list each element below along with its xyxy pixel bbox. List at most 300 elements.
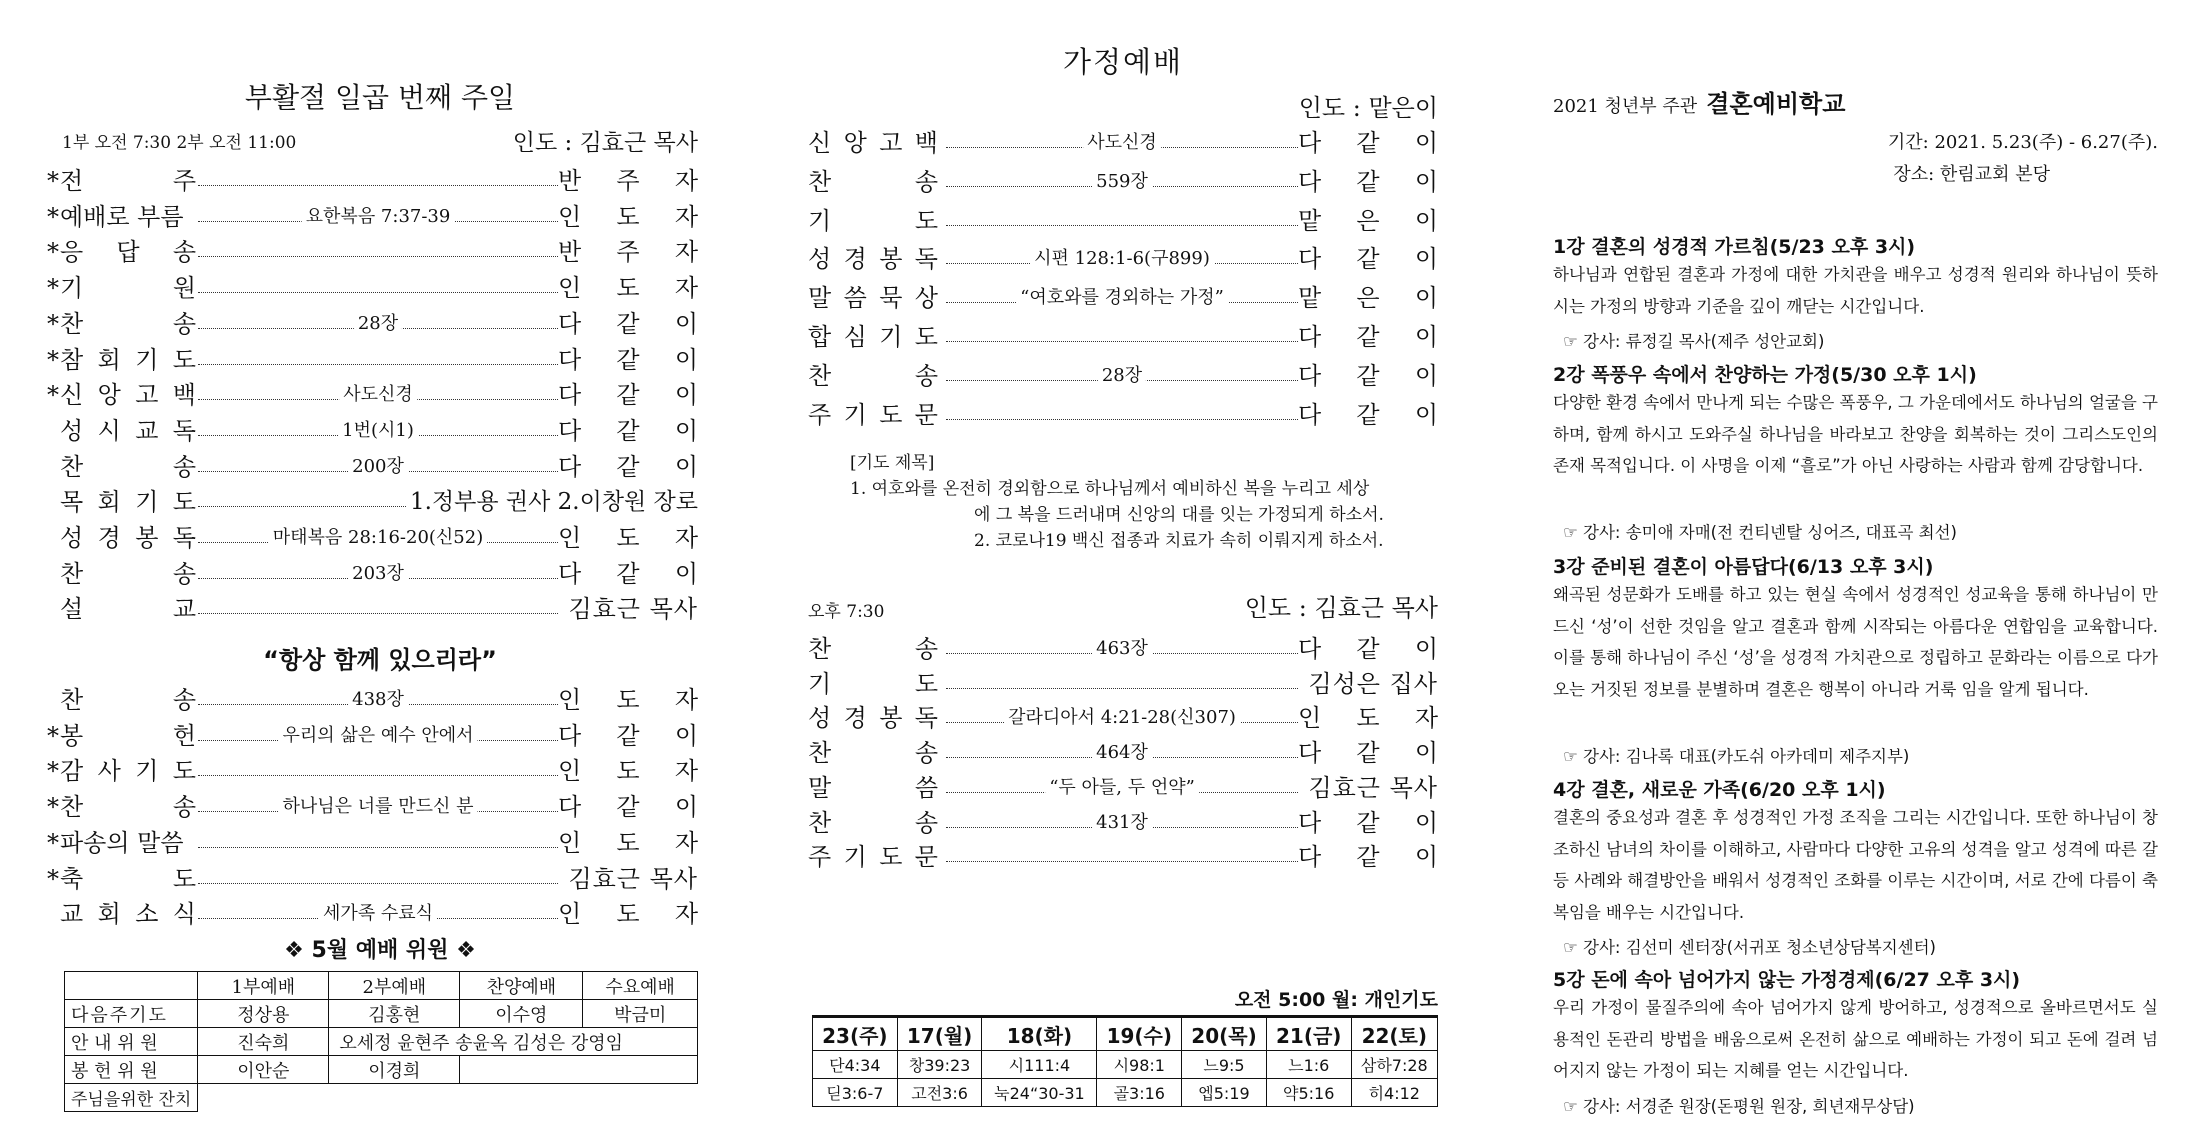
person-char: 이 [1414,284,1438,313]
leader-dots [198,775,558,776]
label-char: 앙 [843,129,867,157]
evening-order-row [808,806,1438,840]
order-label [46,719,196,753]
weekly-verse-row [813,1051,1438,1079]
committee-title: ❖ 5월 예배 위원 ❖ [284,938,476,963]
label-char: 기 [808,206,832,235]
label-char: 성 [808,245,832,274]
order-label [46,307,196,341]
label-char: 송 [914,361,938,390]
standing-mark: * [47,757,59,786]
order-label-text [60,790,196,824]
evening-order-row [808,736,1438,770]
order-detail: 시편 128:1-6(구899) [1030,242,1214,276]
order-label [46,754,196,788]
school-place: 장소: 한림교회 본당 [1893,164,2050,185]
label-char: 씀 [843,284,867,313]
order-label [46,485,196,519]
order-detail: 사도신경 [339,378,417,412]
person-char: 이 [1414,129,1438,157]
order-label-text [808,398,938,432]
order-person [1298,242,1438,276]
order-label-text [808,632,938,666]
label-char: 송 [914,808,938,837]
order-detail: 사도신경 [1083,126,1161,160]
lecture-description: 우리 가정이 물질주의에 속아 넘어가지 않게 방어하고, 성경적으로 올바르면서도 실용적인 돈관리 방법을 배움으로써 온전히 삶으로 예배하는 가정이 되고 돈에 걸려 넘어지지 않는 가정이 되는 지혜를 얻는 시간입니다. [1553,998,2158,1080]
person-char: 이 [674,381,698,410]
label-char: 사 [97,757,121,786]
leader-dots [198,185,558,186]
verse-cell: 삼하7:28 [1351,1051,1437,1079]
label-char: 상 [914,284,938,313]
label-char: 도 [172,757,196,786]
sunday-order-row [46,235,698,269]
order-label [808,632,938,666]
person-char: 다 [558,345,582,374]
committee-cell: 이안순 [198,1056,329,1084]
person-char: 이 [1414,206,1438,235]
label-char: 경 [843,704,867,733]
order-person [558,343,698,377]
label-char: 합 [808,323,832,351]
person-char: 같 [1356,323,1380,351]
verse-cell: 눅24“30-31 [982,1079,1097,1107]
label-char: 송 [172,559,196,588]
label-char: 찬 [60,686,84,714]
order-label [46,378,196,412]
verse-cell: 딛3:6-7 [813,1079,898,1107]
person-char: 주 [616,167,640,195]
evening-order-row [808,632,1438,666]
order-label [46,450,196,484]
label-char: 기 [135,345,159,374]
sunday-order-row [46,450,698,484]
home-order-row [808,204,1438,238]
person-char: 자 [674,524,698,552]
person-char: 맡 [1298,206,1322,235]
order-person [558,557,698,591]
label-char: 기 [135,488,159,517]
label-char: 봉 [60,721,84,750]
person-char: 자 [674,274,698,303]
person-char: 도 [616,274,640,303]
person-char: 인 [558,686,582,714]
order-label [46,200,196,234]
order-label [46,790,196,824]
order-label [46,897,196,931]
person-char: 도 [1356,704,1380,733]
sunday-order-row [46,790,698,824]
committee-cell: 김홍현 [329,1000,460,1028]
order-label-text [60,683,196,717]
weekday-header: 23(주) [813,1017,898,1051]
person-char: 같 [1356,635,1380,663]
person-char: 같 [1356,843,1380,872]
person-char: 이 [1414,323,1438,351]
committee-label: 다음주기도 [65,1000,198,1028]
order-label [46,862,196,896]
home-order-row [808,398,1438,432]
order-detail: 431장 [1092,806,1152,840]
person-char: 자 [674,828,698,857]
committee-cell: 이경희 [329,1056,460,1084]
standing-mark: * [47,828,59,857]
sunday-order-row [46,521,698,555]
label-char: 답 [116,238,140,267]
person-char: 이 [1414,843,1438,872]
person-char: 다 [1298,245,1322,274]
leader-dots [198,613,558,614]
order-label-text [60,897,196,931]
label-char: 기 [843,400,867,429]
leader-dots [198,847,558,848]
committee-table [64,971,698,1112]
sunday-order-row [46,414,698,448]
person-char: 인 [558,524,582,552]
weekly-verse-row [813,1079,1438,1107]
committee-header-2: 2부예배 [329,972,460,1000]
order-detail: 세가족 수료식 [319,897,437,931]
order-person [558,826,698,860]
order-label-text [808,701,938,735]
order-label [46,826,196,860]
verse-cell: 느9:5 [1182,1051,1267,1079]
person-char: 같 [616,452,640,481]
label-char: 말 [808,773,832,802]
sunday-order-row [46,897,698,931]
label-char: 고 [135,381,159,410]
order-person [558,271,698,305]
leader-dots [198,364,558,365]
order-detail: 464장 [1092,736,1152,770]
leader-dots [946,861,1298,862]
label-char: 소 [135,900,159,929]
order-detail: 28장 [354,307,402,341]
person-char: 인 [558,202,582,231]
sunday-order-row [46,754,698,788]
standing-mark: * [47,202,59,231]
label-char: 성 [60,524,84,552]
weekday-header: 17(월) [897,1017,982,1051]
order-label-text [808,126,938,160]
person-char: 다 [1298,129,1322,157]
label-char: 성 [60,416,84,445]
order-label-text [808,242,938,276]
person-char: 같 [1356,400,1380,429]
label-char: 교 [172,595,196,624]
home-order-row [808,126,1438,160]
committee-cell: 이수영 [460,1000,583,1028]
label-char: 심 [843,323,867,351]
order-person [1298,632,1438,666]
person-char: 이 [674,793,698,822]
person-char: 다 [558,309,582,338]
label-char: 교 [60,900,84,929]
committee-cell [583,1056,698,1084]
label-char: 문 [914,843,938,872]
order-label-text [60,343,196,377]
person-char: 인 [558,274,582,303]
order-detail: “두 아들, 두 언약” [1045,771,1199,805]
label-char: 찬 [808,739,832,768]
standing-mark: * [47,238,59,267]
sunday-leader: 인도 : 김효근 목사 [512,130,698,156]
person-char: 이 [674,559,698,588]
order-label-text [60,414,196,448]
label-char: 도 [879,400,903,429]
lecture-instructor: ☞ 강사: 서경준 원장(돈평원 원장, 희년재무상담) [1563,1096,1915,1116]
label-char: 송 [914,739,938,768]
person-char: 다 [1298,323,1322,351]
order-person [1298,736,1438,770]
verse-cell: 약5:16 [1266,1079,1351,1107]
weekday-header: 20(목) [1182,1017,1267,1051]
person-char: 인 [558,828,582,857]
order-label [808,736,938,770]
person-char: 도 [616,686,640,714]
verse-cell: 골3:16 [1097,1079,1182,1107]
committee-header-4: 수요예배 [583,972,698,1000]
committee-cell: 박금미 [583,1000,698,1028]
label-char: 도 [914,669,938,698]
label-char: 백 [172,381,196,410]
order-label [808,806,938,840]
sunday-order-row [46,307,698,341]
person-char: 같 [616,309,640,338]
person-char: 다 [558,381,582,410]
standing-mark: * [47,381,59,410]
evening-order-row [808,701,1438,735]
label-char: 도 [914,323,938,351]
order-label-text [808,771,938,805]
order-person [558,450,698,484]
order-label [808,204,938,238]
weekly-verse-table [812,1015,1438,1107]
leader-dots [198,256,558,257]
order-label-text [60,485,196,519]
order-label [46,592,196,626]
label-char: 주 [808,400,832,429]
label-char: 참 [60,345,84,374]
label-char: 회 [97,900,121,929]
label-char: 도 [172,345,196,374]
label-char: 봉 [135,524,159,552]
lecture-description: 하나님과 연합된 결혼과 가정에 대한 가치관을 배우고 성경적 원리와 하나님이 뜻하시는 가정의 방향과 기준을 깊이 깨닫는 시간입니다. [1553,265,2158,316]
leader-dots [198,506,438,507]
order-label-text [60,754,196,788]
committee-row-prayer [65,1000,698,1028]
person-char: 자 [674,202,698,231]
label-char: 주 [808,843,832,872]
standing-mark: * [47,793,59,822]
label-char: 주 [172,167,196,195]
order-detail: 463장 [1092,632,1152,666]
sunday-order-row [46,592,698,626]
label-char: 기 [135,757,159,786]
label-char: 송 [172,686,196,714]
person-char: 같 [1356,808,1380,837]
label-char: 독 [172,524,196,552]
person-char: 도 [616,757,640,786]
person-char: 같 [616,416,640,445]
sunday-order-row [46,719,698,753]
order-label [808,701,938,735]
person-char: 같 [1356,167,1380,196]
order-person [558,683,698,717]
home-worship-title: 가정예배 [1062,45,1184,79]
order-label [808,667,938,701]
person-char: 이 [1414,361,1438,390]
sunday-order-row [46,200,698,234]
order-detail: 마태복음 28:16-20(신52) [269,521,487,555]
order-label-text: 예배로 부름 [60,202,184,231]
label-char: 찬 [60,309,84,338]
order-label [808,398,938,432]
label-char: 기 [60,274,84,303]
order-detail: 203장 [348,557,408,591]
order-person [558,164,698,198]
person-char: 같 [1356,361,1380,390]
evening-order-row [808,840,1438,874]
verse-cell: 창39:23 [897,1051,982,1079]
person-char: 다 [558,452,582,481]
person-char: 같 [1356,245,1380,274]
order-label-text [60,378,196,412]
person-char: 이 [1414,245,1438,274]
lecture-title: 3강 준비된 결혼이 아름답다(6/13 오후 3시) [1553,556,1934,578]
order-detail: 200장 [348,450,408,484]
person-char: 자 [1414,704,1438,733]
school-header-big: 결혼예비학교 [1706,90,1846,118]
order-person [1298,165,1438,199]
person-char: 다 [1298,635,1322,663]
weekday-header: 19(수) [1097,1017,1182,1051]
service-times: 1부 오전 7:30 2부 오전 11:00 [62,133,297,153]
order-detail: 559장 [1092,165,1152,199]
order-person [1298,126,1438,160]
order-person [558,754,698,788]
person-char: 맡 [1298,284,1322,313]
prayer-head: [기도 제목] [850,453,935,473]
order-detail: 갈라디아서 4:21-28(신307) [1004,701,1240,735]
prayer-2: 2. 코로나19 백신 접종과 치료가 속히 이뤄지게 하소서. [974,531,1384,551]
order-label [808,165,938,199]
sunday-order-row [46,862,698,896]
label-char: 헌 [172,721,196,750]
label-char: 회 [97,488,121,517]
lecture-description: 왜곡된 성문화가 도배를 하고 있는 현실 속에서 성경적인 성교육을 통해 하나님이 만드신 ‘성’이 선한 것임을 알고 결혼과 함께 시작되는 아름다운 연합임을 교육합니다. 이를 통해 하나님이 주신 ‘성’을 성경적 가치관으로 정립하고 문화라는 이름으로 다가오는 거짓된 정보를 분별하며 결혼은 행복이 아니라 거룩 임을 알게 됩니다. [1553,585,2158,699]
order-label-text [808,736,938,770]
person-char: 다 [1298,167,1322,196]
label-char: 말 [808,284,832,313]
person-char: 같 [616,559,640,588]
committee-row-feast [65,1084,698,1112]
sunday-order-row [46,826,698,860]
lecture-title: 1강 결혼의 성경적 가르침(5/23 오후 3시) [1553,236,1916,258]
home-order-row [808,359,1438,393]
order-label [46,343,196,377]
person-char: 자 [674,167,698,195]
label-char: 찬 [60,452,84,481]
order-label [808,771,938,805]
order-person [558,235,698,269]
verse-cell: 고전3:6 [897,1079,982,1107]
committee-cell [460,1056,583,1084]
order-detail: 하나님은 너를 만드신 분 [278,790,477,824]
person-char: 이 [674,416,698,445]
verse-cell: 히4:12 [1351,1079,1437,1107]
person-char: 같 [616,721,640,750]
order-detail: 28장 [1098,359,1146,393]
home-order-row [808,242,1438,276]
committee-header-1: 1부예배 [198,972,329,1000]
order-person [1298,398,1438,432]
order-person [1298,701,1438,735]
label-char: 전 [60,167,84,195]
label-char: 독 [914,704,938,733]
person-char: 이 [674,345,698,374]
person-char: 이 [1414,808,1438,837]
person-char: 이 [674,452,698,481]
label-char: 교 [135,416,159,445]
person-char: 은 [1356,206,1380,235]
committee-cell-empty [198,1084,698,1112]
label-char: 경 [97,524,121,552]
label-char: 기 [808,669,832,698]
order-person: 김효근 목사 [568,595,698,624]
label-char: 신 [60,381,84,410]
order-person [558,378,698,412]
order-label-text [808,667,938,701]
standing-mark: * [47,345,59,374]
order-label-text [808,281,938,315]
label-char: 회 [97,345,121,374]
order-person [1298,806,1438,840]
person-char: 다 [558,793,582,822]
person-char: 자 [674,686,698,714]
person-char: 같 [616,345,640,374]
committee-row-offering [65,1056,698,1084]
person-char: 다 [1298,400,1322,429]
leader-dots [946,341,1298,342]
person-char: 이 [1414,400,1438,429]
school-period: 기간: 2021. 5.23(주) - 6.27(주). [1887,132,2158,153]
order-person [558,897,698,931]
order-label-text [808,165,938,199]
label-char: 도 [172,488,196,517]
label-char: 신 [808,129,832,157]
person-char: 자 [674,900,698,929]
order-label [808,320,938,354]
lecture-title: 5강 돈에 속아 넘어가지 않는 가정경제(6/27 오후 3시) [1553,969,2021,991]
order-label-text [60,271,196,305]
evening-time: 오후 7:30 [808,602,885,622]
verse-cell: 단4:34 [813,1051,898,1079]
evening-leader: 인도 : 김효근 목사 [1244,594,1438,622]
label-char: 설 [60,595,84,624]
sunday-order-row [46,271,698,305]
label-char: 도 [879,843,903,872]
order-label [808,840,938,874]
order-label-text [808,806,938,840]
sunday-order-row [46,378,698,412]
label-char: 백 [914,129,938,157]
label-char: 찬 [808,167,832,196]
committee-label: 안 내 위 원 [65,1028,198,1056]
label-char: 찬 [60,793,84,822]
order-label-text [60,521,196,555]
order-label-text: 파송의 말씀 [60,828,184,857]
